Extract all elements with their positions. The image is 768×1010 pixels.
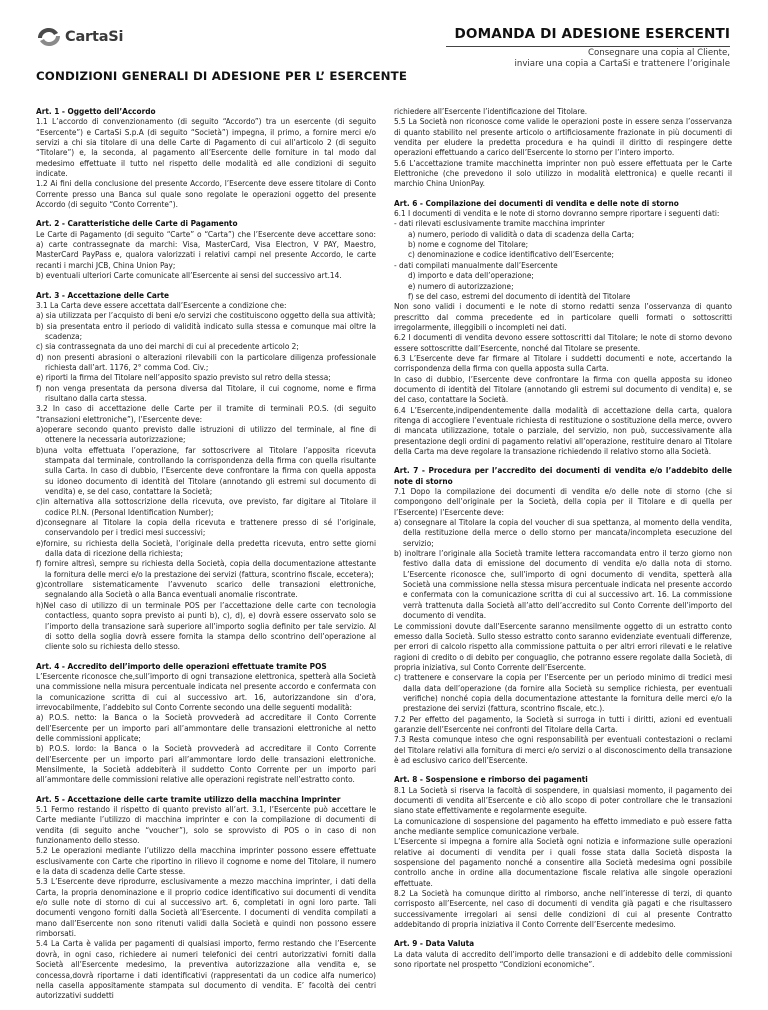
article-2 <box>36 218 376 280</box>
copy-instructions-line-1: Consegnare una copia al Cliente, <box>588 48 730 58</box>
paragraph: 7.2 Per effetto del pagamento, la Società si surroga in tutti i diritti, azioni ed eventuali garanzie dell’Esercente nei confronti del Titolare della Carta. <box>394 713 732 734</box>
right-column <box>394 106 732 1010</box>
form-header <box>455 26 730 42</box>
list-item: f) fornire altresì, sempre su richiesta della Società, copia della documentazione attestante la fornitura delle merci e/o la prestazione dei servizi (fattura, scontrino fiscale, eccetera); <box>36 558 376 579</box>
list-item: a) consegnare al Titolare la copia del voucher di sua spettanza, al momento della vendita, della restituzione della merce o dello storno per mancata/incompleta esecuzione del servizio; <box>394 517 732 548</box>
paragraph: b) eventuali ulteriori Carte comunicate all’Esercente ai sensi del successivo art.14. <box>36 270 342 281</box>
list-item: a) sia utilizzata per l’acquisto di beni e/o servizi che costituiscono oggetto della sua attività; <box>36 310 376 321</box>
article-title: Art. 7 - Procedura per l’accredito dei documenti di vendita e/o l’addebito delle note di storno <box>394 465 732 486</box>
list-item: d)consegnare al Titolare la copia della ricevuta e trattenere presso di sé l’originale, conservandolo per i tredici mesi successivi; <box>36 517 376 538</box>
paragraph: 5.1 Fermo restando il rispetto di quanto previsto all’art. 3.1, l’Esercente può accettare le Carte mediante l’utilizzo di macchina imprinter e con la compilazione di documenti di vendita (di seguito anche “voucher”), solo se sprovvisto di POS o in caso di non funzionamento dello stesso. <box>36 804 376 846</box>
paragraph: Le commissioni dovute dall’Esercente saranno mensilmente oggetto di un estratto conto emesso dalla Società. Sullo stesso estratto conto saranno evidenziate eventuali differenze, per errori di calcolo rispetto alla commissione pattuita o per altri errori rilevati e le relative ragioni di credito o di debito per conguaglio, che potranno essere regolate dalla Società, di propria iniziativa, sul Conto Corrente dell’Esercente. <box>394 620 732 672</box>
paragraph: 5.4 La Carta è valida per pagamenti di qualsiasi importo, fermo restando che l’Esercente dovrà, in ogni caso, richiedere ai numeri telefonici dei centri autorizzativi forniti dalla Società all’Esercente medesimo, la preventiva autorizzazione alla vendita e, se concessa,dovrà riportarne i dati identificativi (rappresentati da un codice alfa numerico) nella casella appositamente stampata sul documento di vendita. E’ facoltà dei centri autorizzativi suddetti <box>36 938 376 1001</box>
paragraph: 6.1 I documenti di vendita e le note di storno dovranno sempre riportare i seguenti dati: <box>394 208 720 219</box>
paragraph: 8.1 La Società si riserva la facoltà di sospendere, in qualsiasi momento, il pagamento dei documenti di vendita all’Esercente e ciò allo scopo di poter controllare che le transazioni siano state effettivamente e regolarmente eseguite. <box>394 784 732 816</box>
list-item: e) numero di autorizzazione; <box>408 280 514 291</box>
paragraph: 5.5 La Società non riconosce come valide le operazioni poste in essere senza l’osservanza di quanto stabilito nel presente articolo o artificiosamente frazionate in più documenti di vendita per eludere la predetta procedura e ha quindi il diritto di respingere dette operazioni effettuando a carico dell’Esercente lo storno per l’intero importo. <box>394 116 732 158</box>
list-item: e) riporti la firma del Titolare nell’apposito spazio previsto sul retro della stessa; <box>36 372 331 383</box>
paragraph: 7.1 Dopo la compilazione dei documenti di vendita e/o delle note di storno (che si compongono dell’originale per la Società, della copia per il Titolare e di quella per l’Esercente) l’Esercente deve: <box>394 486 732 517</box>
article-3 <box>36 290 376 652</box>
cartasi-logo <box>36 26 123 48</box>
copy-instructions-line-2: inviare una copia a CartaSi e trattenere l’originale <box>514 59 730 69</box>
paragraph: In caso di dubbio, l’Esercente deve confrontare la firma con quella apposta su idoneo documento di identità del Titolare (annotando gli estremi sul documento di vendita) e, se del caso, contattare la Società. <box>394 373 732 405</box>
paragraph: b) P.O.S. lordo: la Banca o la Società provvederà ad accreditare il Conto Corrente dell’Esercente per un importo pari all’ammontare lordo delle transazioni elettroniche. Mensilmente, la Società addebiterà il suddetto Conto Corrente per un importo pari all’ammontare delle commissioni relative alle operazioni registrate nell’estratto conto. <box>36 743 376 785</box>
paragraph: 1.2 Ai fini della conclusione del presente Accordo, l’Esercente deve essere titolare di Conto Corrente presso una Banca sul quale sono regolate le operazioni oggetto del presente Accordo (di seguito “Conto Corrente”). <box>36 178 376 210</box>
list-item: - dati rilevati esclusivamente tramite macchina imprinter <box>394 218 605 229</box>
list-item: c) sia contrassegnata da uno dei marchi di cui al precedente articolo 2; <box>36 341 299 352</box>
article-title: Art. 2 - Caratteristiche delle Carte di Pagamento <box>36 218 238 229</box>
list-item: b)una volta effettuata l’operazione, far sottoscrivere al Titolare l’apposita ricevuta stampata dal terminale, controllando la corrispondenza della firma con quella risultante sulla Carta. In caso di dubbio, l’Esercente deve confrontare la firma con quella apposta su idoneo documento di identità del Titolare (annotando gli estremi sul documento di vendita) e, se del caso, contattare la Società; <box>36 444 376 497</box>
paragraph: 5.3 L’Esercente deve riprodurre, esclusivamente a mezzo macchina imprinter, i dati della Carta, la propria denominazione e il proprio codice identificativo sui documenti di vendita e/o sulle note di storno di cui al successivo art. 6, completati in ogni loro parte. Tali documenti vengono forniti dalla Società all’Esercente. I documenti di vendita compilati a mano dall’Esercente non sono ritenuti validi dalla Società e quindi non possono essere rimborsati. <box>36 876 376 939</box>
paragraph: 6.3 L’Esercente deve far firmare al Titolare i suddetti documenti e note, accertando la corrispondenza della firma con quella apposta sulla Carta. <box>394 352 732 374</box>
list-item: a)operare secondo quanto previsto dalle istruzioni di utilizzo del terminale, al fine di ottenere la necessaria autorizzazione; <box>36 423 376 445</box>
cartasi-logo-text: CartaSi <box>65 29 124 45</box>
form-title: DOMANDA DI ADESIONE ESERCENTI <box>454 26 730 42</box>
list-item: d) importo e data dell’operazione; <box>408 270 534 281</box>
paragraph: L’Esercente si impegna a fornire alla Società ogni notizia e informazione sulle operazioni relative ai documenti di vendita per i quali fosse stata dalla Società disposta la sospensione del pagamento nonché a consentire alla Società medesima ogni possibile controllo anche in ordine alla documentazione fiscale relativa alle singole operazioni effettuate. <box>394 836 732 888</box>
paragraph: 1.1 L’accordo di convenzionamento (di seguito “Accordo”) tra un esercente (di seguito “Esercente”) e CartaSi S.p.A (di seguito “Società”) impegna, il primo, a fornire merci e/o servizi a chi sia titolare di una delle Carte di Pagamento di cui all’articolo 2 (di seguito “Titolare”) e, la seconda, al pagamento all’Esercente delle forniture in tal modo dal medesimo effettuate il tutto nel rispetto delle modalità ed alle condizioni di seguito indicate. <box>36 116 376 179</box>
list-item: b) inoltrare l’originale alla Società tramite lettera raccomandata entro il terzo giorno non festivo dalla data di emissione del documento di vendita e/o dalla nota di storno. L’Esercente riconosce che, sull’importo di ogni documento di vendita, spetterà alla Società una commissione nella stessa misura percentuale indicata nel presente accordo e confermata con la comunicazione scritta di cui al successivo art. 16. La commissione verrà trattenuta dalla Società all’atto dell’accredito sul Conto Corrente dell’importo del documento di vendita. <box>394 548 732 621</box>
cartasi-logo-icon <box>36 26 62 48</box>
article-title: Art. 9 - Data Valuta <box>394 938 475 949</box>
list-item: b) sia presentata entro il periodo di validità indicato sulla stessa e comunque mai oltre la scadenza; <box>36 320 376 341</box>
paragraph: L’Esercente riconosce che,sull’importo di ogni transazione elettronica, spetterà alla Società una commissione nella misura percentuale indicata nel presente accordo e confermata con la comunicazione scritta di cui al successivo art. 16, autorizzandone sin d’ora, irrevocabilmente, l’addebito sul Conto Corrente secondo una delle seguenti modalità: <box>36 670 376 712</box>
paragraph: 5.6 L’accettazione tramite macchinetta imprinter non può essere effettuata per le Carte Elettroniche (che prevedono il solo utilizzo in modalità elettronica) e quelle recanti il marchio China UnionPay. <box>394 157 732 189</box>
paragraph: 6.2 I documenti di vendita devono essere sottoscritti dal Titolare; le note di storno devono essere sottoscritte dall’Esercente, nonché dal Titolare se presente. <box>394 332 732 353</box>
article-5 <box>36 794 376 1001</box>
paragraph: La comunicazione di sospensione del pagamento ha effetto immediato e può essere fatta anche mediante semplice comunicazione verbale. <box>394 815 732 837</box>
article-title: Art. 1 - Oggetto dell’Accordo <box>36 106 156 116</box>
paragraph: 7.3 Resta comunque inteso che ogni responsabilità per eventuali contestazioni o reclami del Titolare relativi alla fornitura di merci e/o servizi o al disconoscimento della transazione è ad esclusivo carico dell’Esercente. <box>394 734 732 765</box>
list-item: c) trattenere e conservare la copia per l’Esercente per un periodo minimo di tredici mesi dalla data dell’operazione (da fornire alla Società su semplice richiesta, per eventuali verifiche) nonché copia della documentazione attestante la fornitura delle merci e/o la prestazione dei servizi (fattura, scontrino fiscale, etc.). <box>394 672 732 714</box>
article-title: Art. 4 - Accredito dell’importo delle operazioni effettuate tramite POS <box>36 660 327 671</box>
conditions-columns <box>36 106 732 1010</box>
list-item: c)in alternativa alla sottoscrizione della ricevuta, ove previsto, far digitare al Titolare il codice P.I.N. (Personal Identification Number); <box>36 496 376 517</box>
paragraph: richiedere all’Esercente l’identificazione del Titolare. <box>394 106 588 116</box>
article-7 <box>394 465 732 765</box>
paragraph: 8.2 La Società ha comunque diritto al rimborso, anche nell’interesse di terzi, di quanto corrisposto all’Esercente, nel caso di documenti di vendita già pagati e che risultassero successivamente irregolari ai sensi delle condizioni di cui al presente Contratto addebitando di propria iniziativa il Conto Corrente dell’Esercente medesimo. <box>394 888 732 930</box>
paragraph: Le Carte di Pagamento (di seguito “Carte” o “Carta”) che l’Esercente deve accettare sono: a) carte contrassegnate da marchi: Visa, MasterCard, Visa Electron, V PAY, Maestro, MasterCard PayPass e, qualora valorizzati i relativi campi nel presente Accordo, le carte recanti i marchi JCB, China Union Pay; <box>36 228 376 270</box>
list-item: a) numero, periodo di validità o data di scadenza della Carta; <box>408 228 635 239</box>
list-item: g)controllare sistematicamente l’avvenuto scarico delle transazioni elettroniche, segnalando alla Società o alla Banca eventuali anomalie riscontrate. <box>36 579 376 600</box>
article-title: Art. 8 - Sospensione e rimborso dei pagamenti <box>394 774 588 785</box>
paragraph: 6.4 L’Esercente,indipendentemente dalla modalità di accettazione della carta, qualora ritenga di accogliere l’eventuale richiesta di restituzione o sostituzione della merce, ovvero di mancata utilizzazione, totale o parziale, del servizio, non può, successivamente alla presentazione degli ordini di pagamento relativi all’operazione, restituire denaro al Titolare della Carta ma deve regolare la transazione richiedendo il relativo storno alla Società. <box>394 404 732 456</box>
list-item: d) non presenti abrasioni o alterazioni rilevabili con la particolare diligenza professionale richiesta dall’art. 1176, 2° comma Cod. Civ.; <box>36 351 376 372</box>
copy-instructions <box>515 48 731 70</box>
list-item: b) nome e cognome del Titolare; <box>408 239 529 250</box>
list-item: - dati compilati manualmente dall’Esercente <box>394 259 558 270</box>
article-5-continued <box>394 106 732 189</box>
article-8 <box>394 774 732 929</box>
paragraph: 3.2 In caso di accettazione delle Carte per il tramite di terminali P.O.S. (di seguito “transazioni elettroniche”), l’Esercente deve: <box>36 403 376 424</box>
paragraph: Non sono validi i documenti e le note di storno redatti senza l’osservanza di quanto prescritto dal comma precedente ed in particolare quelli formati o sottoscritti irregolarmente, illeggibili o incompleti nei dati. <box>394 301 732 332</box>
article-title: Art. 5 - Accettazione delle carte tramite utilizzo della macchina Imprinter <box>36 793 341 804</box>
list-item: h)Nel caso di utilizzo di un terminale POS per l’accettazione delle carte con tecnologia contactless, quanto sopra previsto ai punti b), c), d), e) dovrà essere osservato solo se l’importo della transazione sarà superiore all’importo soglia definito per tale servizio. Al di sotto della soglia dovrà essere fornita la stampa dello scontrino dell’operazione al cliente solo su richiesta dello stesso. <box>36 599 376 652</box>
article-title: Art. 3 - Accettazione delle Carte <box>36 289 170 300</box>
page-title: CONDIZIONI GENERALI DI ADESIONE PER L’ ESERCENTE <box>36 69 408 83</box>
title-divider <box>446 46 730 47</box>
left-column <box>36 106 376 1010</box>
paragraph: 5.2 Le operazioni mediante l’utilizzo della macchina imprinter possono essere effettuate esclusivamente con Carte che riportino in rilievo il cognome e nome del Titolare, il numero e la data di scadenza delle Carte stesse. <box>36 845 376 877</box>
paragraph: La data valuta di accredito dell’importo delle transazioni e di addebito delle commissioni sono riportate nel prospetto “Condizioni economiche”. <box>394 948 732 970</box>
list-item: f) non venga presentata da persona diversa dal Titolare, il cui cognome, nome e firma risultano dalla carta stessa. <box>36 382 376 403</box>
list-item: c) denominazione e codice identificativo dell’Esercente; <box>408 249 614 260</box>
paragraph: a) P.O.S. netto: la Banca o la Società provvederà ad accreditare il Conto Corrente dell’Esercente per un importo pari all’ammontare delle transazioni elettroniche al netto delle commissioni applicate; <box>36 712 376 743</box>
list-item: e)fornire, su richiesta della Società, l’originale della predetta ricevuta, entro sette giorni dalla data di ricezione della richiesta; <box>36 537 376 559</box>
article-6 <box>394 198 732 457</box>
paragraph: 3.1 La Carta deve essere accettata dall’Esercente a condizione che: <box>36 299 287 310</box>
article-1 <box>36 106 376 209</box>
article-9 <box>394 938 732 969</box>
article-4 <box>36 661 376 785</box>
article-title: Art. 6 - Compilazione dei documenti di vendita e delle note di storno <box>394 197 679 208</box>
list-item: f) se del caso, estremi del documento di identità del Titolare <box>408 290 631 301</box>
